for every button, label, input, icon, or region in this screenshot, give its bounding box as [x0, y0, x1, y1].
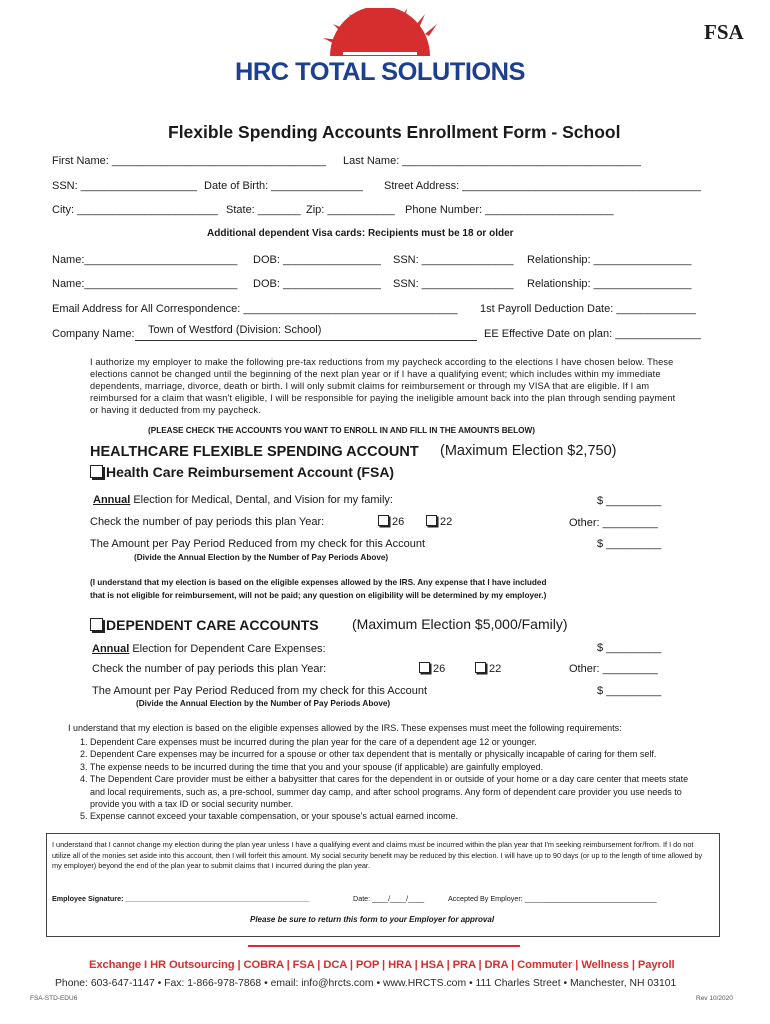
healthcare-annual-amount[interactable]: $ _________ — [597, 495, 662, 507]
dependent-2-dob[interactable]: DOB: ________________ — [253, 278, 381, 290]
company-logo — [225, 8, 535, 84]
healthcare-22-checkbox[interactable] — [426, 515, 437, 526]
requirement-item: 1. Dependent Care expenses must be incurred during the plan year for the care of a dependent age 12 or younger. — [80, 737, 537, 747]
company-name-value[interactable]: Town of Westford (Division: School) — [148, 324, 322, 336]
footer-services: Exchange I HR Outsourcing | COBRA | FSA | DCA | POP | HRA | HSA | PRA | DRA | Commuter | Wellness | Payroll — [89, 959, 675, 971]
requirements-intro: I understand that my election is based on the eligible expenses allowed by the IRS. These expenses must meet the following requirements: — [68, 723, 622, 733]
dependent-care-heading: DEPENDENT CARE ACCOUNTS — [106, 617, 319, 633]
dependent-2-relationship[interactable]: Relationship: ________________ — [527, 278, 692, 290]
authorization-paragraph: I authorize my employer to make the following pre-tax reductions from my paycheck according to the elections I have chosen below. These elections cannot be changed until the beginning of the next plan year or if I have a qualifying event; which includes within my immediate dependents, marriage, divorce, death or birth. I will only submit claims for reimbursement or through my VISA that are eligible. If I am reimbursed for a claim that wasn't eligible, I will be responsible for paying the ineligible amount back into the plan through sending payment or having it deducted from my paycheck. — [90, 357, 676, 415]
dependent-care-pay-periods-label: Check the number of pay periods this plan Year: — [92, 663, 327, 675]
requirement-item: 5. Expense cannot exceed your taxable compensation, or your spouse's actual earned income. — [80, 811, 458, 822]
logo-text: HRC TOTAL SOLUTIONS — [235, 58, 525, 84]
dependent-care-annual-amount[interactable]: $ _________ — [597, 642, 662, 654]
healthcare-max-election: (Maximum Election $2,750) — [440, 443, 617, 459]
last-name-field[interactable]: Last Name: _______________________________________ — [343, 155, 641, 167]
healthcare-26-checkbox[interactable] — [378, 515, 389, 526]
healthcare-irs-note-1: (I understand that my election is based on the eligible expenses allowed by the IRS. Any expense that I have included — [90, 578, 547, 587]
healthcare-26-label: 26 — [392, 516, 405, 528]
requirement-item: 3. The expense needs to be incurred during the time that you and your spouse (if applicable) are gainfully employed. — [80, 761, 544, 772]
return-form-note: Please be sure to return this form to your Employer for approval — [250, 915, 495, 924]
first-name-field[interactable]: First Name: ___________________________________ — [52, 155, 327, 167]
dependent-care-checkbox[interactable] — [90, 618, 103, 631]
sunburst-graphic — [323, 8, 437, 56]
healthcare-annual-rest: Election for Medical, Dental, and Vision for my family: — [133, 494, 393, 506]
revision-date: Rev 10/2020 — [696, 995, 733, 1002]
healthcare-checkbox-row[interactable] — [90, 464, 394, 480]
footer-contact: Phone: 603-647-1147 • Fax: 1-866-978-7868 • email: info@hrcts.com • www.HRCTS.com • 111 Charles Street • Manchester, NH 03101 — [55, 978, 677, 989]
dependent-care-divide-note: (Divide the Annual Election by the Number of Pay Periods Above) — [136, 699, 391, 708]
healthcare-divide-note: (Divide the Annual Election by the Number of Pay Periods Above) — [134, 553, 389, 562]
form-code: FSA-STD-EDU6 — [30, 995, 78, 1002]
employee-signature-field[interactable]: Employee Signature: ______________________________________________ — [52, 894, 310, 903]
ssn-field[interactable]: SSN: ___________________ — [52, 180, 197, 192]
ee-effective-date-field[interactable]: EE Effective Date on plan: ______________ — [484, 328, 701, 340]
healthcare-heading: HEALTHCARE FLEXIBLE SPENDING ACCOUNT — [90, 444, 419, 460]
email-field[interactable]: Email Address for All Correspondence: ___________________________________ — [52, 303, 458, 315]
healthcare-irs-note-2: that is not eligible for reimbursement, will not be paid; any question on eligibility will be determined by my employer.) — [90, 591, 547, 600]
healthcare-per-period-label: The Amount per Pay Period Reduced from my check for this Account — [90, 538, 426, 550]
phone-field[interactable]: Phone Number: _____________________ — [405, 204, 614, 216]
healthcare-option-26[interactable] — [378, 515, 404, 528]
dependent-care-22-checkbox[interactable] — [475, 662, 486, 673]
date-field[interactable]: Date: ____/____/____ — [353, 894, 425, 903]
check-accounts-instruction: (PLEASE CHECK THE ACCOUNTS YOU WANT TO ENROLL IN AND FILL IN THE AMOUNTS BELOW) — [148, 426, 535, 435]
requirement-item: 4. The Dependent Care provider must be either a babysitter that cares for the dependent in or outside of your home or a day care center that meets state and local requirements, such as, a pre-school, summer day camp, and after school programs. Any form of dependent care provider you use needs to provide you with a tax ID or social security number. — [80, 774, 689, 810]
company-name-line — [135, 340, 477, 341]
zip-field[interactable]: Zip: ___________ — [306, 204, 395, 216]
healthcare-other-field[interactable]: Other: _________ — [569, 517, 658, 529]
dependent-2-name[interactable]: Name:_________________________ — [52, 278, 238, 290]
dependent-1-ssn[interactable]: SSN: _______________ — [393, 254, 514, 266]
requirements-list — [80, 736, 700, 823]
dependent-care-other-field[interactable]: Other: _________ — [569, 663, 658, 675]
dependent-care-option-26[interactable] — [419, 662, 445, 675]
healthcare-checkbox-label: Health Care Reimbursement Account (FSA) — [106, 464, 395, 480]
dependent-care-option-22[interactable] — [475, 662, 501, 675]
first-payroll-date-field[interactable]: 1st Payroll Deduction Date: _____________ — [480, 303, 696, 315]
dependent-2-ssn[interactable]: SSN: _______________ — [393, 278, 514, 290]
dependent-care-annual-label — [92, 643, 326, 655]
healthcare-annual-label — [93, 494, 393, 506]
dependent-care-26-label: 26 — [433, 663, 446, 675]
dependent-care-max-election: (Maximum Election $5,000/Family) — [352, 616, 568, 632]
dependent-1-name[interactable]: Name:_________________________ — [52, 254, 238, 266]
healthcare-option-22[interactable] — [426, 515, 452, 528]
dependent-1-relationship[interactable]: Relationship: ________________ — [527, 254, 692, 266]
state-field[interactable]: State: _______ — [226, 204, 301, 216]
city-field[interactable]: City: _______________________ — [52, 204, 218, 216]
dependent-care-26-checkbox[interactable] — [419, 662, 430, 673]
dependent-care-annual-rest: Election for Dependent Care Expenses: — [132, 643, 326, 655]
dependent-care-annual-word: Annual — [92, 643, 130, 655]
dependent-care-per-period-amount[interactable]: $ _________ — [597, 685, 662, 697]
dob-field[interactable]: Date of Birth: _______________ — [204, 180, 364, 192]
form-title: Flexible Spending Accounts Enrollment Form - School — [168, 122, 621, 142]
dependent-care-per-period-label: The Amount per Pay Period Reduced from my check for this Account — [92, 685, 428, 697]
healthcare-22-label: 22 — [440, 516, 453, 528]
signature-statement: I understand that I cannot change my election during the plan year unless I have a qualifying event and claims must be incurred within the plan year that I'm seeking reimbursement for/from. If I do not utilize all of the monies set aside into this account, then I will forfeit this amount. My social security benefit may be reduced by this election. I will have up to 90 days (or up to the length of time allowed by my employer) beyond the end of the plan year to submit claims that I incurred during the plan year. — [52, 840, 703, 871]
company-name-label: Company Name: — [52, 328, 135, 340]
footer-divider — [248, 945, 520, 947]
healthcare-checkbox[interactable] — [90, 465, 103, 478]
dependents-header: Additional dependent Visa cards: Recipients must be 18 or older — [207, 228, 514, 239]
dependent-care-22-label: 22 — [489, 663, 502, 675]
corner-fsa-tag: FSA — [704, 20, 744, 44]
dependent-care-heading-row[interactable] — [90, 617, 319, 633]
dependent-1-dob[interactable]: DOB: ________________ — [253, 254, 381, 266]
healthcare-annual-word: Annual — [93, 494, 131, 506]
healthcare-pay-periods-label: Check the number of pay periods this plan Year: — [90, 516, 325, 528]
requirement-item: 2. Dependent Care expenses may be incurred for a spouse or other tax dependent that is mentally or physically incapable of caring for them self. — [80, 749, 657, 760]
accepted-by-employer-field[interactable]: Accepted By Employer: _________________________________ — [448, 894, 657, 903]
street-address-field[interactable]: Street Address: _______________________________________ — [384, 180, 701, 192]
healthcare-per-period-amount[interactable]: $ _________ — [597, 538, 662, 550]
